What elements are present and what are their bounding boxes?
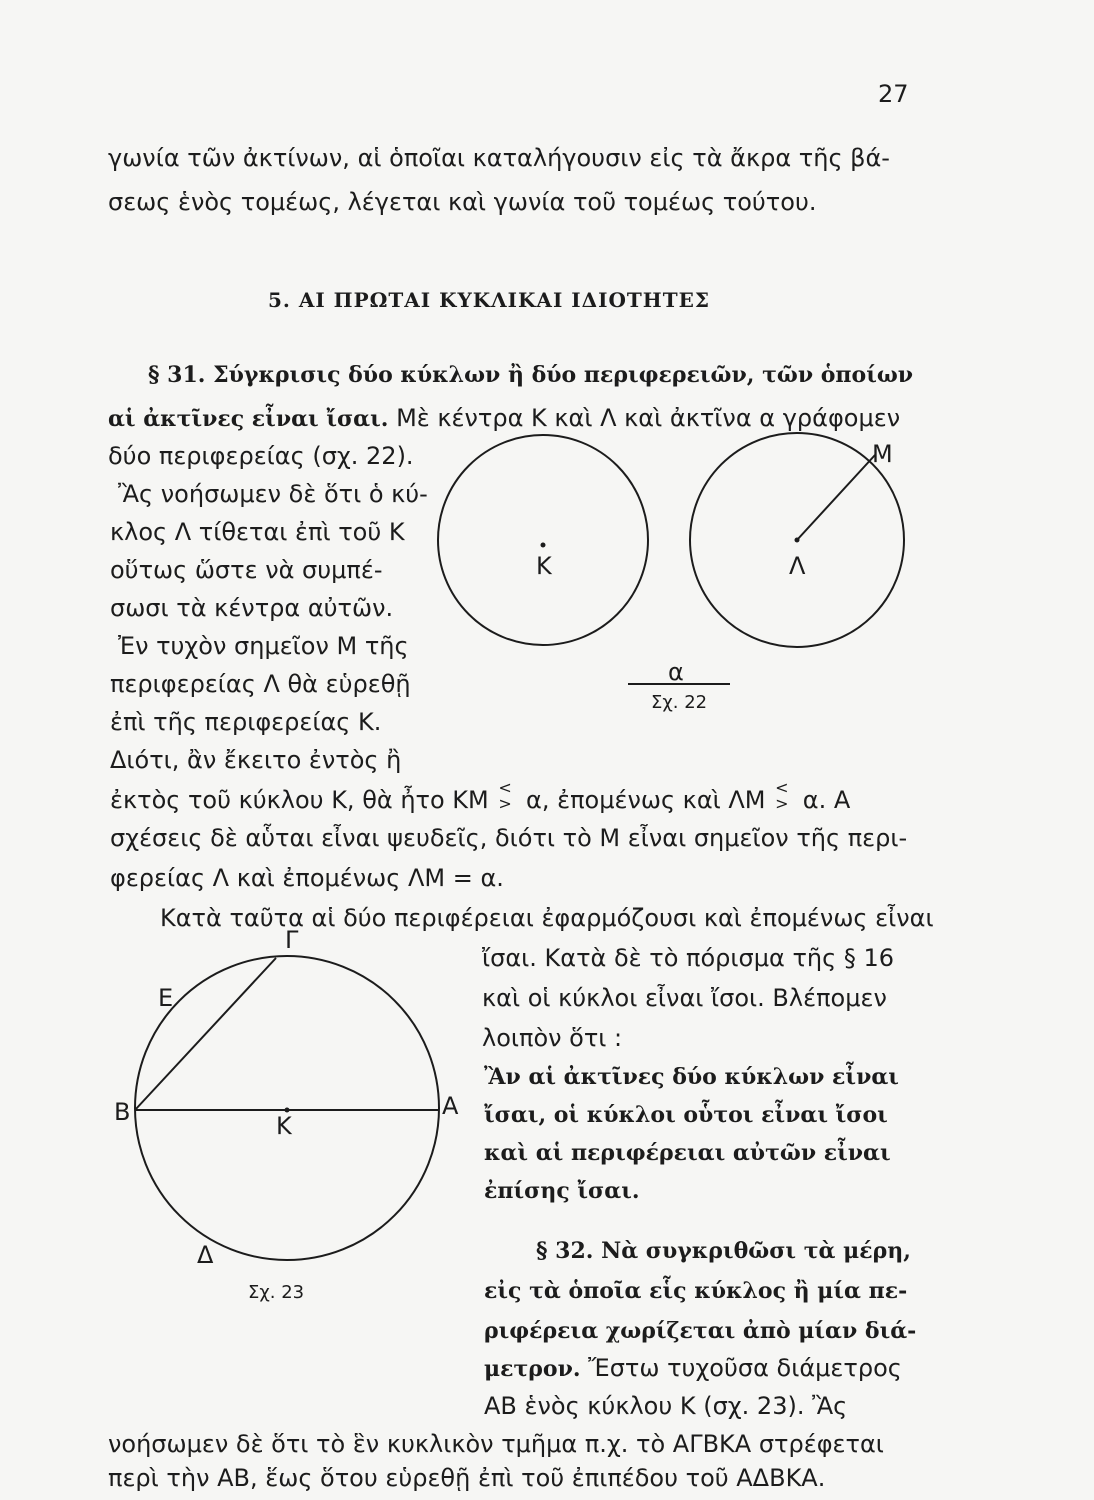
paragraph-32-title-cont: εἰς τὰ ὁποῖα εἷς κύκλος ἢ μία πε- (484, 1278, 908, 1304)
text-line: δύο περιφερείας (σχ. 22). (108, 442, 414, 470)
paragraph-32-title-cont: ριφέρεια χωρίζεται ἀπὸ μίαν διά- (484, 1318, 917, 1344)
center-k-dot (541, 543, 546, 548)
text-line: ἴσαι. Κατὰ δὲ τὸ πόρισμα τῆς § 16 (482, 944, 894, 972)
theorem-line: Ἂν αἱ ἀκτῖνες δύο κύκλων εἶναι (484, 1064, 899, 1090)
text-line: ἐπὶ τῆς περιφερείας Κ. (110, 708, 382, 736)
text-line: Διότι, ἂν ἔκειτο ἐντὸς ἢ (110, 746, 402, 774)
text-line: ΑΒ ἑνὸς κύκλου Κ (σχ. 23). Ἂς (484, 1392, 848, 1420)
section-heading: 5. ΑΙ ΠΡΩΤΑΙ ΚΥΚΛΙΚΑΙ ΙΔΙΟΤΗΤΕΣ (268, 288, 710, 312)
paragraph-32-title: § 32. Νὰ συγκριθῶσι τὰ μέρη, (536, 1238, 911, 1264)
theorem-line: ἐπίσης ἴσαι. (484, 1178, 640, 1204)
text-line: φερείας Λ καὶ ἐπομένως ΛΜ = α. (110, 864, 504, 892)
text-line: οὕτως ὥστε νὰ συμπέ- (110, 556, 383, 584)
theorem-line: ἴσαι, οἱ κύκλοι οὗτοι εἶναι ἴσοι (484, 1102, 888, 1128)
text-line: περιφερείας Λ θὰ εὑρεθῇ (110, 670, 411, 698)
text-span: Μὲ κέντρα Κ καὶ Λ καὶ ἀκτῖνα α γράφομεν (396, 404, 901, 432)
text-line: σχέσεις δὲ αὗται εἶναι ψευδεῖς, διότι τὸ Μ εἶναι σημεῖον τῆς περι- (110, 824, 908, 852)
label-k: Κ (536, 552, 552, 580)
text-line: νοήσωμεν δὲ ὅτι τὸ ἓν κυκλικὸν τμῆμα π.χ. τὸ ΑΓΒΚΑ στρέφεται (108, 1430, 884, 1458)
text-span: α, ἐπομένως καὶ ΛΜ (526, 786, 766, 814)
less-sign: < (498, 778, 512, 797)
circle-k (438, 435, 648, 645)
label-b: Β (114, 1098, 131, 1126)
label-a: α (668, 658, 684, 686)
figure-22-caption: Σχ. 22 (651, 692, 708, 713)
greater-sign: > (775, 794, 789, 813)
label-e: Ε (158, 984, 174, 1012)
text-line: Ἐν τυχὸν σημεῖον Μ τῆς (118, 632, 409, 660)
text-line: γωνία τῶν ἀκτίνων, αἱ ὁποῖαι καταλήγουσιν εἰς τὰ ἄκρα τῆς βά- (108, 144, 890, 172)
label-k23: Κ (276, 1112, 292, 1140)
paragraph-31-title-cont: αἱ ἀκτῖνες εἶναι ἴσαι. (108, 406, 389, 432)
label-delta: Δ (197, 1241, 214, 1269)
label-gamma: Γ (285, 926, 299, 954)
label-l: Λ (789, 552, 806, 580)
radius-lm (797, 455, 875, 540)
greater-sign: > (498, 794, 512, 813)
paragraph-31-title: § 31. Σύγκρισις δύο κύκλων ἢ δύο περιφερειῶν, τῶν ὁποίων (148, 362, 914, 388)
text-span: α. Α (802, 786, 851, 814)
figure-23-caption: Σχ. 23 (248, 1282, 305, 1303)
text-line: περὶ τὴν ΑΒ, ἕως ὅτου εὑρεθῇ ἐπὶ τοῦ ἐπιπέδου τοῦ ΑΔΒΚΑ. (108, 1464, 826, 1492)
text-line: κλος Λ τίθεται ἐπὶ τοῦ Κ (110, 518, 405, 546)
page-number: 27 (878, 80, 909, 108)
text-line: σεως ἑνὸς τομέως, λέγεται καὶ γωνία τοῦ τομέως τούτου. (108, 188, 817, 216)
label-a23: Α (442, 1092, 459, 1120)
text-span: ἐκτὸς τοῦ κύκλου Κ, θὰ ἦτο ΚΜ (110, 786, 489, 814)
less-sign: < (775, 778, 789, 797)
theorem-line: καὶ αἱ περιφέρειαι αὐτῶν εἶναι (484, 1140, 891, 1166)
text-line: Κατὰ ταῦτα αἱ δύο περιφέρειαι ἐφαρμόζουσι καὶ ἐπομένως εἶναι (160, 904, 934, 932)
text-line: Ἂς νοήσωμεν δὲ ὅτι ὁ κύ- (118, 480, 428, 508)
text-span: Ἔστω τυχοῦσα διάμετρος (588, 1354, 902, 1382)
center-l-dot (795, 538, 800, 543)
paragraph-32-title-end: μετρον. (484, 1356, 581, 1382)
text-line: σωσι τὰ κέντρα αὐτῶν. (110, 594, 394, 622)
text-line: καὶ οἱ κύκλοι εἶναι ἴσοι. Βλέπομεν (482, 984, 887, 1012)
label-m: Μ (872, 440, 893, 468)
text-line: λοιπὸν ὅτι : (482, 1024, 623, 1052)
